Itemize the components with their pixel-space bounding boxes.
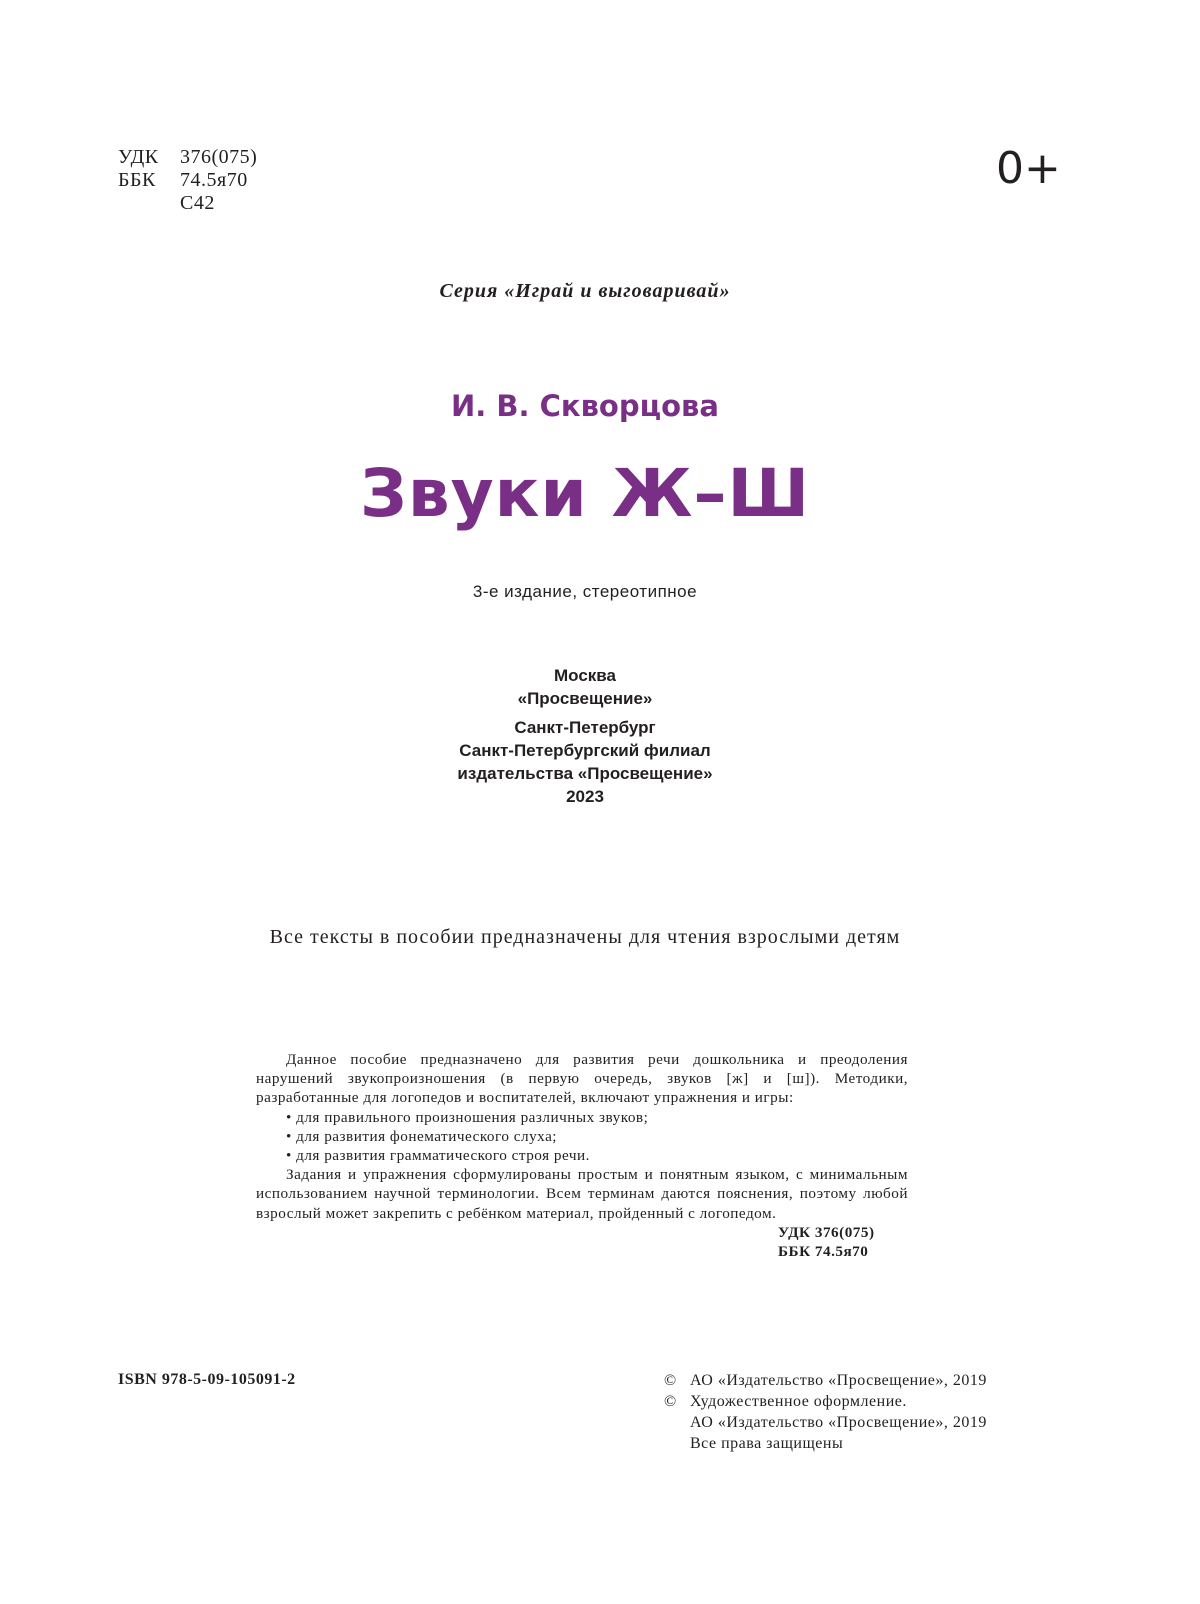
edition-info: 3-е издание, стереотипное [472,582,698,601]
reading-notice: Все тексты в пособии предназначены для чтения взрослыми детям [269,926,901,948]
annotation-bbk: ББК 74.5я70 [778,1243,869,1261]
publisher-branch-line2: издательства «Просвещение» [457,764,713,783]
publication-year: 2023 [566,787,604,806]
annotation-udk: УДК 376(075) [778,1223,875,1241]
copyright-line-3: АО «Издательство «Просвещение», 2019 [690,1414,987,1431]
copyright-line-1: АО «Издательство «Просвещение», 2019 [690,1372,987,1389]
author-mark: С42 [180,192,215,214]
annotation-codes [256,1223,908,1261]
publisher-city-spb: Санкт-Петербург [514,718,656,737]
bbk-value: 74.5я70 [180,169,248,191]
copyright-symbol: © [664,1372,677,1389]
classification-codes [118,146,257,215]
copyright-row [664,1391,987,1412]
bbk-row [118,169,257,192]
annotation-paragraph-2: Задания и упражнения сформулированы простым и понятным языком, с минимальным использованием научной терминологии. Всем терминам даются пояснения, поэтому любой взрослый может закрепить с ребёнком материал, пройденный с логопедом. [256,1166,908,1222]
annotation-list-item: • для развития грамматического строя речи. [286,1146,908,1165]
isbn: ISBN 978-5-09-105091-2 [118,1371,296,1388]
author-mark-row [118,192,257,215]
copyright-row [664,1370,987,1391]
copyright-block [664,1370,987,1454]
annotation-list-item: • для правильного произношения различных звуков; [286,1108,908,1127]
copyright-line-2: Художественное оформление. [690,1393,907,1410]
udk-value: 376(075) [180,146,258,168]
copyright-row [664,1433,987,1454]
publisher-branch-line1: Санкт-Петербургский филиал [459,741,711,760]
bbk-label: ББК [118,169,156,191]
annotation-list-item: • для развития фонематического слуха; [286,1127,908,1146]
book-title: Звуки Ж–Ш [359,455,811,532]
udk-row [118,146,257,169]
publisher-name: «Просвещение» [517,689,653,708]
age-rating: 0+ [996,143,1061,194]
author-name: И. В. Скворцова [451,389,719,423]
publisher-city-moscow: Москва [554,666,616,685]
annotation-list [256,1108,908,1166]
series-title: Серия «Играй и выговаривай» [439,280,731,302]
annotation [256,1050,908,1261]
publisher-block [0,664,1170,808]
copyright-line-4: Все права защищены [690,1435,844,1452]
udk-label: УДК [118,146,159,168]
annotation-paragraph-1: Данное пособие предназначено для развития речи дошкольника и преодоления нарушений звукопроизношения (в первую очередь, звуков [ж] и [ш]). Методики, разработанные для логопедов и воспитателей, включают упражнения и игры: [256,1051,908,1107]
copyright-symbol: © [664,1393,677,1410]
copyright-row [664,1412,987,1433]
